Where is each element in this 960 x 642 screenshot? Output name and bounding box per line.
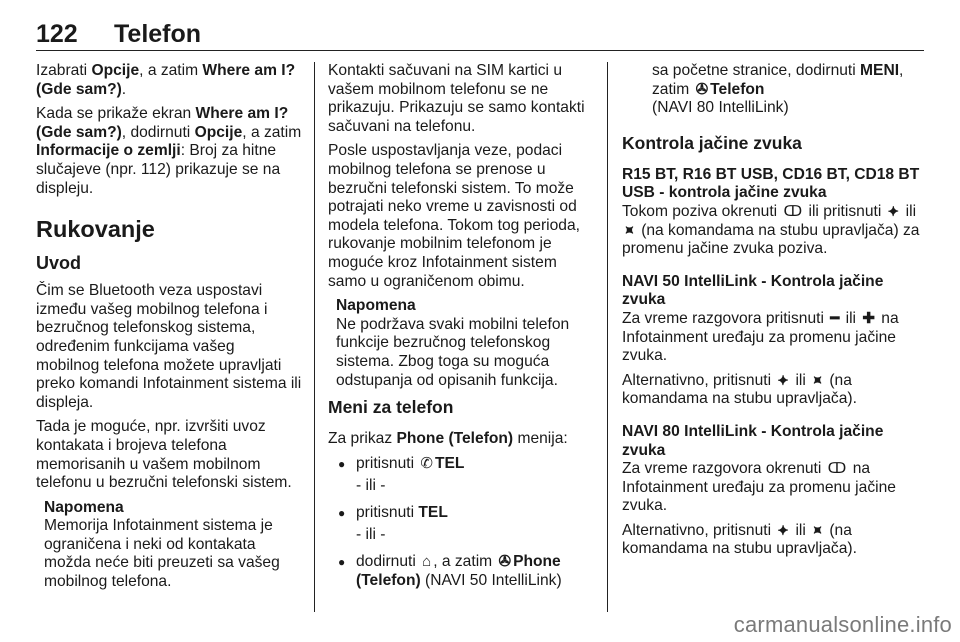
paragraph: Čim se Bluetooth veza uspostavi između vašeg mobilnog telefona i bezručnog telefonskog sistema, određenim funkcijama vašeg mobilnog telefona možete upravljati preko komandi Infotainment sistema ili displeja.: [36, 282, 302, 411]
page-number: 122: [36, 20, 78, 48]
paragraph: Tada je moguće, npr. izvršiti uvoz kontakata i brojeva telefona memorisanih u vašem mobilnom telefonu u bezručni telefonski sistem.: [36, 418, 292, 492]
paragraph: Alternativno, pritisnuti ⯌ ili ⯍ (na komandama na stubu upravljača).: [622, 521, 857, 558]
page-header: [36, 18, 924, 51]
plus-icon: ✚: [862, 309, 875, 327]
column-2: [328, 62, 594, 594]
volume-down-icon: ⯍: [812, 371, 824, 389]
phone-icon: ✇: [498, 553, 512, 571]
paragraph: Za vreme razgovora pritisnuti ━ ili ✚ na Infotainment uređaju za promenu jačine zvuka.: [622, 309, 899, 365]
paragraph: Kontakti sačuvani na SIM kartici u vašem mobilnom telefonu se ne prikazuju. Prikazuju se samo kontakti sačuvani na telefonu.: [328, 62, 585, 135]
phone-screen-icon: ✆: [420, 454, 433, 472]
list-item: ● dodirnuti ⌂ , a zatim ✇ Phone (Telefon) (NAVI 50 IntelliLink): [328, 553, 594, 590]
subsection-heading: Uvod: [36, 253, 81, 274]
list-item: ● pritisnuti ✆ TEL: [328, 455, 594, 474]
column-divider: [607, 62, 608, 612]
subsubsection-heading: R15 BT, R16 BT USB, CD16 BT, CD18 BT USB - kontrola jačine zvuka: [622, 165, 920, 202]
subsection-heading: Kontrola jačine zvuka: [622, 132, 802, 153]
or-separator: - ili -: [356, 477, 386, 495]
volume-up-icon: ⯌: [777, 521, 790, 539]
paragraph: sa početne stranice, dodirnuti MENI, zatim ✇ Telefon (NAVI 80 IntelliLink): [652, 62, 904, 117]
bullet-list: [328, 504, 594, 523]
bullet-list: [328, 455, 594, 474]
page-title: Telefon: [114, 20, 202, 48]
volume-knob-icon: ↀ: [827, 460, 847, 478]
paragraph: Izabrati Opcije, a zatim Where am I? (Gde sam?).: [36, 62, 296, 98]
note-text: Memorija Infotainment sistema je ograničena i neki od kontakata možda neće biti preuzeti sa vašeg mobilnog telefona.: [44, 517, 280, 591]
volume-down-icon: ⯍: [624, 221, 635, 239]
minus-icon: ━: [830, 309, 840, 327]
note: [44, 499, 302, 592]
or-separator: - ili -: [356, 526, 386, 544]
paragraph: Za prikaz Phone (Telefon) menija:: [328, 430, 568, 448]
note: [336, 297, 594, 390]
home-icon: ⌂: [422, 553, 432, 571]
bullet-list: [328, 553, 594, 590]
paragraph: Alternativno, pritisnuti ⯌ ili ⯍ (na komandama na stubu upravljača).: [622, 371, 857, 408]
watermark: carmanualsonline.info: [733, 612, 952, 637]
list-item: ● pritisnuti TEL: [328, 504, 594, 523]
phone-icon: ✇: [695, 80, 709, 98]
paragraph: Posle uspostavljanja veze, podaci mobilnog telefona se prenose u bezručni telefonski sistem. To može potrajati neko vreme u zavisnosti od modela telefona. Tokom tog perioda, rukovanje mobilnim telefonom je moguće kroz Infotainment sistem samo u ograničenom obimu.: [328, 142, 580, 290]
subsubsection-heading: NAVI 80 IntelliLink - Kontrola jačine zvuka: [622, 422, 884, 459]
paragraph: Kada se prikaže ekran Where am I? (Gde sam?), dodirnuti Opcije, a zatim Informacije o zemlji: Broj za hitne slučajeve (npr. 112) prikazuje se na displeju.: [36, 105, 302, 197]
volume-up-icon: ⯌: [887, 202, 900, 220]
column-3: [622, 62, 922, 565]
note-text: Ne podržava svaki mobilni telefon funkcije bezručnog telefonskog sistema. Zbog toga su moguća odstupanja od opisanih funkcija.: [336, 315, 570, 389]
volume-up-icon: ⯌: [777, 371, 790, 389]
section-heading: Rukovanje: [36, 216, 155, 243]
column-1: [36, 62, 302, 598]
paragraph: Tokom poziva okrenuti ↀ ili pritisnuti ⯌ ili ⯍ (na komandama na stubu upravljača) za promenu jačine zvuka poziva.: [622, 202, 920, 258]
volume-knob-icon: ↀ: [783, 202, 803, 220]
volume-down-icon: ⯍: [812, 521, 824, 539]
paragraph: Za vreme razgovora okrenuti ↀ na Infotainment uređaju za promenu jačine zvuka.: [622, 460, 896, 515]
subsubsection-heading: NAVI 50 IntelliLink - Kontrola jačine zvuka: [622, 272, 884, 309]
column-divider: [314, 62, 315, 612]
subsection-heading: Meni za telefon: [328, 397, 454, 418]
note-title: Napomena: [336, 297, 416, 315]
note-title: Napomena: [44, 498, 124, 516]
